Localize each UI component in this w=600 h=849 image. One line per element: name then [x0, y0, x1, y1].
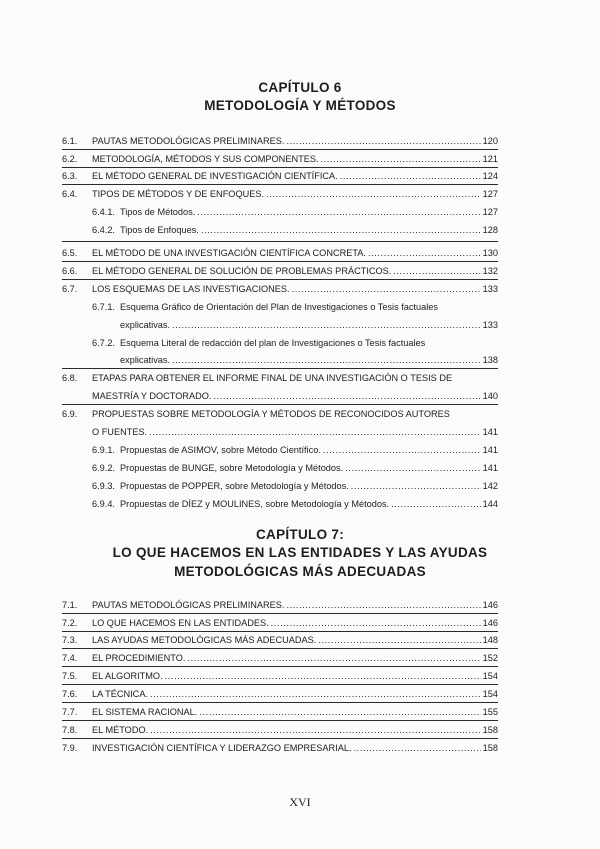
entry-number: 7.2. [62, 618, 78, 628]
entry-number: 6.1. [62, 136, 78, 146]
entry-page: 121 [482, 154, 498, 164]
toc-entry[interactable] [62, 263, 498, 279]
entry-title: PROPUESTAS SOBRE METODOLOGÍA Y MÉTODOS DE RECONOCIDOS AUTORES [92, 409, 450, 419]
toc-entry[interactable] [62, 245, 498, 261]
entry-page: 130 [482, 248, 498, 258]
toc-entry[interactable] [62, 615, 498, 631]
entry-page: 140 [482, 391, 498, 401]
entry-page: 138 [482, 355, 498, 365]
entry-title-continued: MAESTRÍA Y DOCTORADO. [92, 391, 212, 401]
toc-entry[interactable] [62, 168, 498, 184]
entry-page: 141 [482, 445, 498, 455]
entry-number: 7.6. [62, 689, 78, 699]
toc-subentry[interactable] [92, 204, 498, 220]
toc-subentry[interactable] [92, 460, 498, 476]
entry-title: EL MÉTODO GENERAL DE INVESTIGACIÓN CIENTÍFICA. [92, 171, 338, 181]
entry-page: 158 [482, 743, 498, 753]
toc-subentry[interactable] [92, 496, 498, 512]
entry-title: METODOLOGÍA, MÉTODOS Y SUS COMPONENTES. [92, 154, 319, 164]
divider [62, 368, 498, 369]
entry-title: Propuestas de ASIMOV, sobre Método Científico. [120, 445, 321, 455]
toc-entry[interactable] [62, 281, 498, 297]
entry-number: 6.4.1. [92, 207, 115, 217]
entry-number: 7.1. [62, 600, 78, 610]
entry-number: 6.9.1. [92, 445, 115, 455]
entry-title: Esquema Literal de redacción del plan de Investigaciones o Tesis factuales [120, 338, 426, 348]
entry-title: TIPOS DE MÉTODOS Y DE ENFOQUES. [92, 189, 265, 199]
entry-number: 6.9.2. [92, 463, 115, 473]
entry-page: 120 [482, 136, 498, 146]
entry-page: 133 [482, 284, 498, 294]
entry-title: INVESTIGACIÓN CIENTÍFICA Y LIDERAZGO EMPRESARIAL. [92, 743, 352, 753]
entry-page: 132 [482, 266, 498, 276]
entry-page: 133 [482, 320, 498, 330]
entry-title-continued: explicativas. [120, 320, 171, 330]
toc-entry[interactable] [62, 740, 498, 756]
entry-title: Tipos de Enfoques. [120, 225, 199, 235]
divider [62, 279, 498, 280]
entry-number: 6.4. [62, 189, 78, 199]
entry-number: 6.9. [62, 409, 78, 419]
toc-entry[interactable] [62, 686, 498, 702]
entry-page: 124 [482, 171, 498, 181]
entry-page: 146 [482, 600, 498, 610]
chapter-6-heading: CAPÍTULO 6 [258, 80, 342, 95]
entry-page: 142 [482, 481, 498, 491]
chapter-7-subheading-line-2: METODOLÓGICAS MÁS ADECUADAS [174, 564, 426, 579]
entry-page: 152 [482, 653, 498, 663]
toc-entry-continuation[interactable] [92, 424, 498, 440]
divider [62, 666, 498, 667]
entry-title: PAUTAS METODOLÓGICAS PRELIMINARES. [92, 600, 285, 610]
divider [62, 184, 498, 185]
divider [62, 241, 498, 242]
divider [62, 613, 498, 614]
entry-title: ETAPAS PARA OBTENER EL INFORME FINAL DE UNA INVESTIGACIÓN O TESIS DE [92, 373, 453, 383]
toc-entry[interactable] [62, 704, 498, 720]
entry-title: LAS AYUDAS METODOLÓGICAS MÁS ADECUADAS. [92, 635, 317, 645]
entry-title: Propuestas de POPPER, sobre Metodología y Métodos. [120, 481, 349, 491]
entry-page: 154 [482, 689, 498, 699]
entry-page: 146 [482, 618, 498, 628]
divider [62, 684, 498, 685]
entry-page: 144 [482, 499, 498, 509]
page-number: XVI [289, 795, 311, 809]
entry-number: 6.4.2. [92, 225, 115, 235]
toc-entry[interactable] [62, 406, 498, 422]
entry-number: 7.4. [62, 653, 78, 663]
toc-subentry[interactable] [92, 299, 498, 315]
toc-entry[interactable] [62, 722, 498, 738]
entry-number: 6.2. [62, 154, 78, 164]
toc-subentry-continuation[interactable] [120, 317, 498, 333]
entry-number: 6.6. [62, 266, 78, 276]
divider [62, 738, 498, 739]
entry-page: 148 [482, 635, 498, 645]
toc-subentry[interactable] [92, 442, 498, 458]
toc-entry[interactable] [62, 133, 498, 149]
toc-entry[interactable] [62, 186, 498, 202]
toc-subentry-continuation[interactable] [120, 352, 498, 368]
entry-page: 141 [482, 427, 498, 437]
divider [62, 149, 498, 150]
entry-number: 6.7.1. [92, 302, 115, 312]
toc-subentry[interactable] [92, 222, 498, 238]
toc-entry[interactable] [62, 597, 498, 613]
entry-title: EL MÉTODO DE UNA INVESTIGACIÓN CIENTÍFICA CONCRETA. [92, 248, 366, 258]
entry-title: Esquema Gráfico de Orientación del Plan de Investigaciones o Tesis factuales [120, 302, 438, 312]
entry-title-continued: O FUENTES. [92, 427, 148, 437]
entry-number: 6.9.4. [92, 499, 115, 509]
entry-title: Tipos de Métodos. [120, 207, 196, 217]
toc-subentry[interactable] [92, 335, 498, 351]
entry-title-continued: explicativas. [120, 355, 171, 365]
entry-title: PAUTAS METODOLÓGICAS PRELIMINARES. [92, 136, 285, 146]
entry-title: Propuestas de DÍEZ y MOULINES, sobre Metodología y Métodos. [120, 499, 390, 509]
entry-page: 141 [482, 463, 498, 473]
toc-entry[interactable] [62, 151, 498, 167]
entry-page: 154 [482, 671, 498, 681]
toc-subentry[interactable] [92, 478, 498, 494]
toc-entry[interactable] [62, 370, 498, 386]
chapter-7-heading: CAPÍTULO 7: [255, 527, 345, 542]
entry-number: 6.7. [62, 284, 78, 294]
entry-number: 6.5. [62, 248, 78, 258]
entry-page: 127 [482, 207, 498, 217]
entry-title: EL MÉTODO GENERAL DE SOLUCIÓN DE PROBLEMAS PRÁCTICOS. [92, 266, 392, 276]
entry-title: EL PROCEDIMIENTO. [92, 653, 186, 663]
toc-entry[interactable] [62, 668, 498, 684]
entry-page: 158 [482, 725, 498, 735]
entry-number: 6.7.2. [92, 338, 115, 348]
divider [62, 648, 498, 649]
entry-title: EL SISTEMA RACIONAL. [92, 707, 198, 717]
entry-title: EL ALGORITMO. [92, 671, 163, 681]
entry-number: 7.3. [62, 635, 78, 645]
entry-number: 7.9. [62, 743, 78, 753]
entry-number: 7.8. [62, 725, 78, 735]
toc-entry-continuation[interactable] [92, 388, 498, 404]
chapter-7-subheading-line-1: LO QUE HACEMOS EN LAS ENTIDADES Y LAS AYUDAS [112, 545, 488, 560]
entry-number: 6.3. [62, 171, 78, 181]
entry-title: LO QUE HACEMOS EN LAS ENTIDADES. [92, 618, 269, 628]
entry-title: LA TÉCNICA. [92, 689, 148, 699]
entry-title: EL MÉTODO. [92, 725, 149, 735]
entry-page: 155 [482, 707, 498, 717]
toc-entry[interactable] [62, 632, 498, 648]
entry-number: 7.7. [62, 707, 78, 717]
entry-page: 127 [482, 189, 498, 199]
entry-number: 6.9.3. [92, 481, 115, 491]
entry-title: Propuestas de BUNGE, sobre Metodología y Métodos. [120, 463, 344, 473]
divider [62, 702, 498, 703]
chapter-6-subheading: METODOLOGÍA Y MÉTODOS [204, 98, 396, 113]
toc-entry[interactable] [62, 650, 498, 666]
entry-title: LOS ESQUEMAS DE LAS INVESTIGACIONES. [92, 284, 290, 294]
divider [62, 261, 498, 262]
entry-page: 128 [482, 225, 498, 235]
entry-number: 7.5. [62, 671, 78, 681]
entry-number: 6.8. [62, 373, 78, 383]
divider [62, 404, 498, 405]
divider [62, 720, 498, 721]
